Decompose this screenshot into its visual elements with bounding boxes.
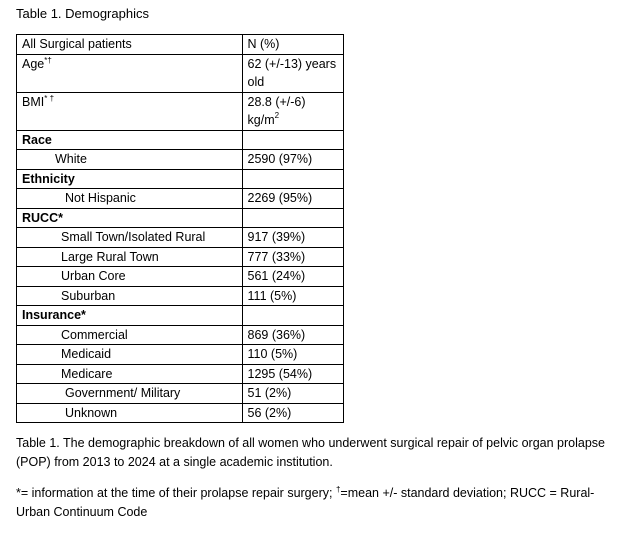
race-heading: Race (17, 130, 243, 150)
rucc-heading: RUCC* (17, 208, 243, 228)
insurance-heading: Insurance* (17, 306, 243, 326)
footnote-dagger: † (335, 485, 341, 494)
table-row (17, 325, 344, 345)
ethnicity-heading: Ethnicity (17, 169, 243, 189)
table-row (17, 364, 344, 384)
rucc-label: Urban Core (17, 267, 243, 287)
table-title: Table 1. Demographics (16, 6, 149, 21)
table-caption: Table 1. The demographic breakdown of all women who underwent surgical repair of pelvic organ prolapse (POP) from 2013 to 2024 at a single academic institution. (16, 436, 605, 469)
insurance-heading-empty (242, 306, 343, 326)
bmi-value-cell (242, 92, 343, 130)
rucc-label: Small Town/Isolated Rural (17, 228, 243, 248)
insurance-value: 110 (5%) (242, 345, 343, 365)
age-value: 62 (+/-13) years old (242, 54, 343, 92)
ethnicity-not-hispanic-label: Not Hispanic (17, 189, 243, 209)
table-row (17, 228, 344, 248)
table-row (17, 267, 344, 287)
rucc-heading-row (17, 208, 344, 228)
insurance-label: Government/ Military (17, 384, 243, 404)
header-label: All Surgical patients (17, 35, 243, 55)
insurance-heading-row (17, 306, 344, 326)
race-white-label: White (17, 150, 243, 170)
insurance-value: 869 (36%) (242, 325, 343, 345)
insurance-label: Medicare (17, 364, 243, 384)
bmi-label: BMI (22, 94, 45, 109)
header-value: N (%) (242, 35, 343, 55)
footnote-asterisk-text: *= information at the time of their prolapse repair surgery; (16, 486, 336, 500)
bmi-unit-exponent: 2 (274, 110, 280, 120)
age-marks: *† (44, 55, 52, 65)
table-header-row (17, 35, 344, 55)
bmi-marks: * † (44, 93, 55, 103)
age-row (17, 54, 344, 92)
ethnicity-not-hispanic-value: 2269 (95%) (242, 189, 343, 209)
insurance-value: 56 (2%) (242, 403, 343, 423)
rucc-label: Suburban (17, 286, 243, 306)
age-label: Age (22, 56, 45, 71)
ethnicity-heading-row (17, 169, 344, 189)
age-label-cell (17, 54, 243, 92)
table-row (17, 345, 344, 365)
ethnicity-heading-empty (242, 169, 343, 189)
rucc-value: 561 (24%) (242, 267, 343, 287)
bmi-row (17, 92, 344, 130)
table-footnote (16, 484, 616, 522)
demographics-table (16, 34, 344, 423)
insurance-value: 51 (2%) (242, 384, 343, 404)
insurance-label: Medicaid (17, 345, 243, 365)
race-heading-empty (242, 130, 343, 150)
rucc-label: Large Rural Town (17, 247, 243, 267)
footnote-dagger-text: =mean +/- standard deviation; RUCC = Rural-Urban Continuum Code (16, 486, 595, 519)
race-white-value: 2590 (97%) (242, 150, 343, 170)
insurance-value: 1295 (54%) (242, 364, 343, 384)
table-row (17, 403, 344, 423)
bmi-value: 28.8 (+/-6) (247, 94, 306, 109)
rucc-value: 111 (5%) (242, 286, 343, 306)
rucc-heading-empty (242, 208, 343, 228)
table-row (17, 150, 344, 170)
rucc-value: 917 (39%) (242, 228, 343, 248)
table-row (17, 384, 344, 404)
insurance-label: Commercial (17, 325, 243, 345)
insurance-label: Unknown (17, 403, 243, 423)
table-row (17, 189, 344, 209)
race-heading-row (17, 130, 344, 150)
table-row (17, 247, 344, 267)
table-row (17, 286, 344, 306)
rucc-value: 777 (33%) (242, 247, 343, 267)
bmi-unit: kg/m (247, 113, 275, 127)
bmi-label-cell (17, 92, 243, 130)
